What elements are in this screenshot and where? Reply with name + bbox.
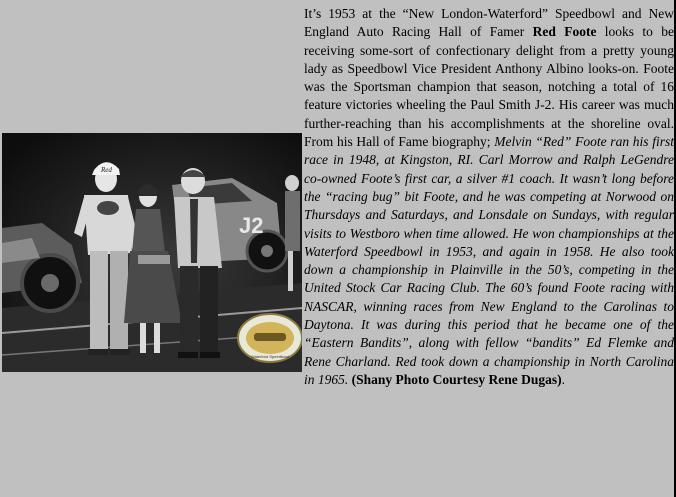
driver-shirt-text: Red: [101, 166, 112, 174]
photo-caption: [304, 5, 674, 389]
driver-name: Red Foote: [532, 24, 597, 40]
photo-credit: (Shany Photo Courtesy Rene Dugas): [351, 371, 562, 387]
caption-end: .: [561, 371, 566, 387]
caption-intro: It’s 1953 at the “New London-Waterford” Speedbowl and New England Auto Racing Hall of Famer: [304, 6, 674, 40]
logo-text: Waterford Speedbowl: [250, 354, 290, 359]
waterford-speedbowl-logo: [238, 314, 302, 362]
car-number: J2: [239, 213, 264, 238]
caption-intro-continued: looks to be receiving some-sort of confectionary delight from a pretty young lady as Speedbowl Vice President Anthony Albino looks-on. Foote was the Sportsman champion that season, notching a total of 16 feature victories wheeling the Paul Smith J-2. His career was much further-reaching than his accomplishments at the shoreline oval. From his Hall of Fame biography;: [304, 24, 674, 150]
historic-race-photo: [2, 133, 302, 372]
hall-of-fame-biography: Melvin “Red” Foote ran his first race in 1948, at Kingston, RI. Carl Morrow and Ralph LeGendre co-owned Foote’s first car, a silver #1 coach. It wasn’t long before the “racing bug” bit Foote, and he was competing at Norwood on Thursdays and Saturdays, and Lonsdale on Sundays, with regular visits to Westboro when time allowed. He won championships at the Waterford Speedbowl in 1953, and again in 1958. He also took down a championship in Plainville in the 50’s, competing in the United Stock Car Racing Club. The 60’s found Foote racing with NASCAR, winning races from New England to the Carolinas to Daytona. It was during this period that he became one of the “Eastern Bandits”, along with fellow “bandits” Ed Flemke and Rene Charland. Red took down a championship in North Carolina in 1965.: [304, 134, 674, 387]
